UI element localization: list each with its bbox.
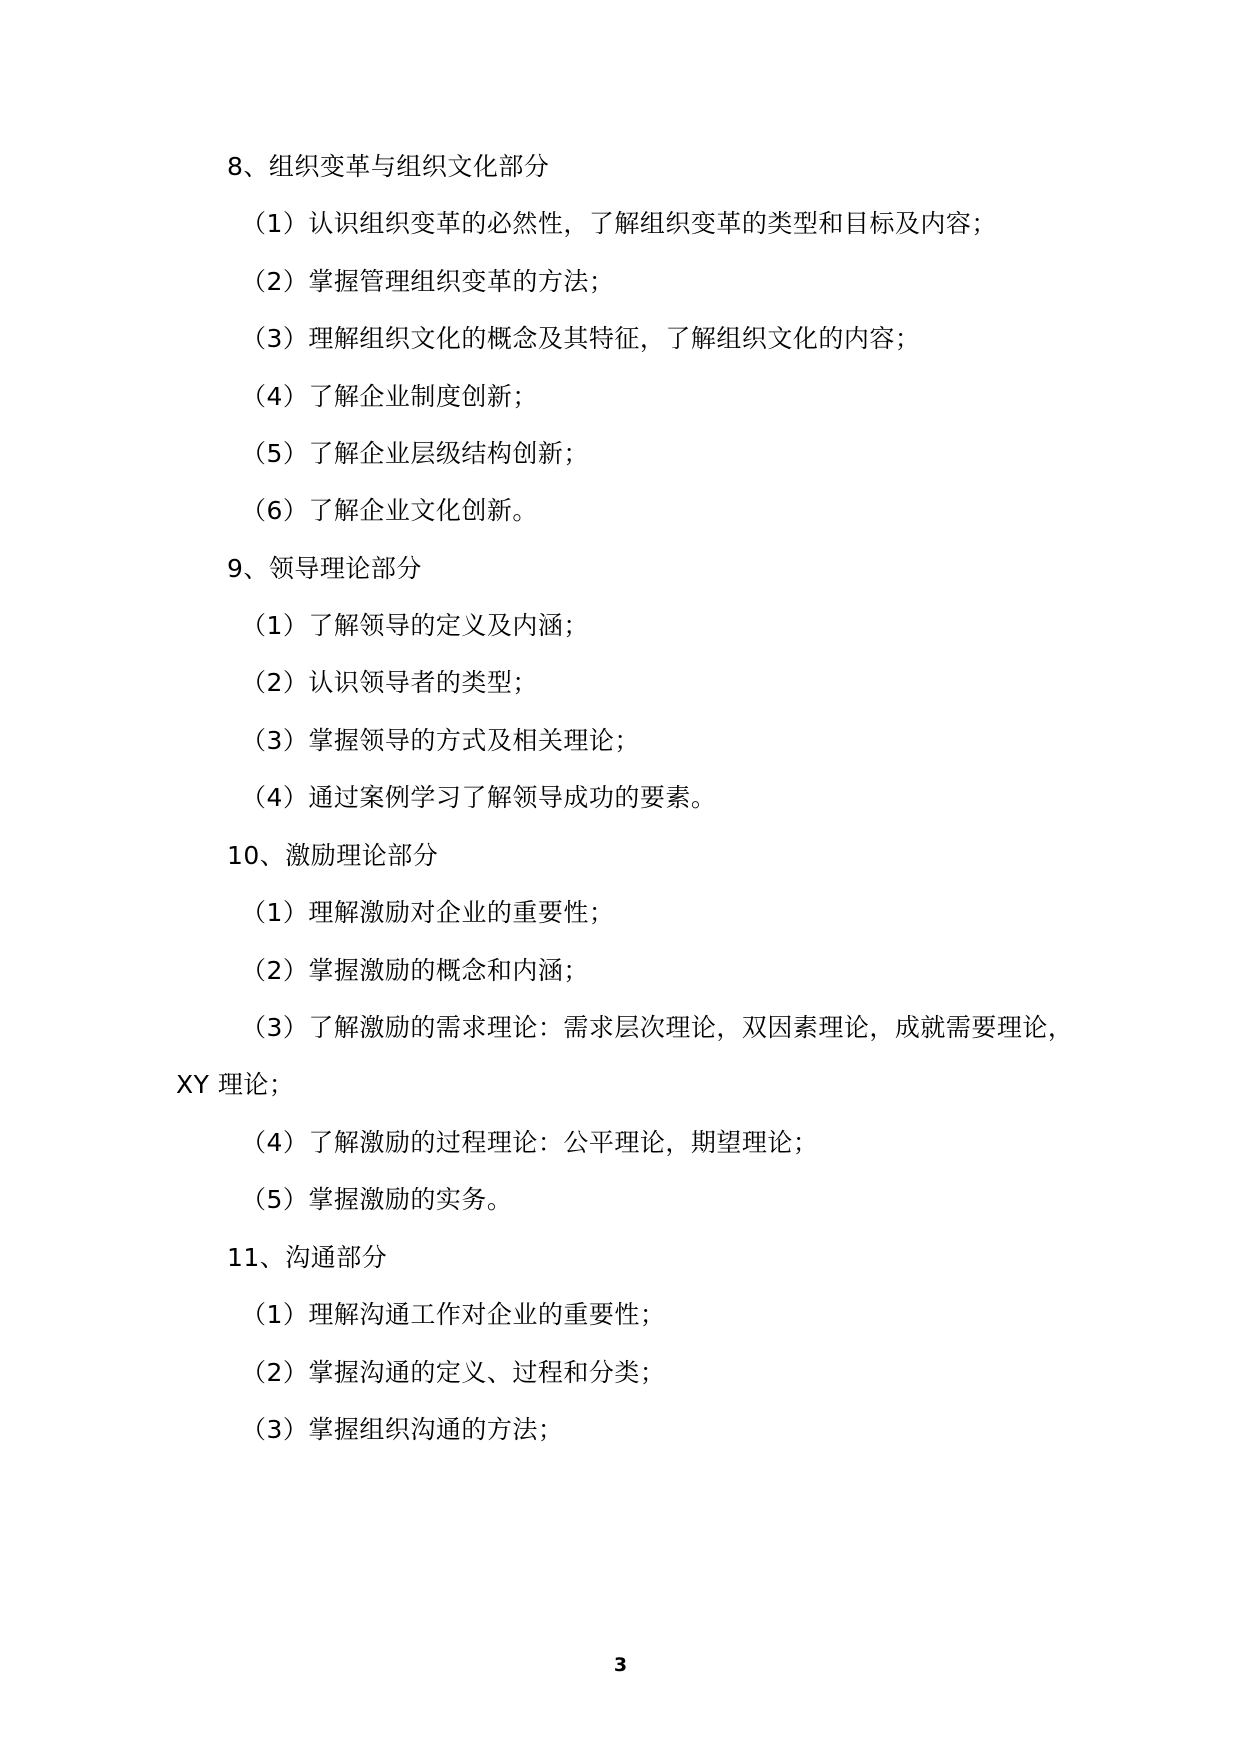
list-item: （2）认识领导者的类型； [241, 668, 538, 697]
list-item: （4）了解企业制度创新； [241, 382, 538, 411]
section-heading-9: 9、领导理论部分 [227, 554, 422, 583]
list-item: （1）了解领导的定义及内涵； [241, 611, 589, 640]
list-item: （2）掌握沟通的定义、过程和分类； [241, 1358, 666, 1387]
list-item: （4）了解激励的过程理论：公平理论，期望理论； [241, 1128, 819, 1157]
list-item: （1）理解激励对企业的重要性； [241, 898, 615, 927]
list-item: （4）通过案例学习了解领导成功的要素。 [241, 783, 717, 812]
list-item: （2）掌握激励的概念和内涵； [241, 956, 589, 985]
list-item: （1）理解沟通工作对企业的重要性； [241, 1300, 666, 1329]
list-item: （2）掌握管理组织变革的方法； [241, 267, 615, 296]
list-item-continuation: XY 理论； [176, 1070, 295, 1099]
section-heading-11: 11、沟通部分 [227, 1243, 388, 1272]
section-heading-10: 10、激励理论部分 [227, 841, 439, 870]
list-item: （3）了解激励的需求理论：需求层次理论，双因素理论，成就需要理论， [241, 1013, 1074, 1042]
list-item: （3）掌握领导的方式及相关理论； [241, 726, 640, 755]
list-item: （6）了解企业文化创新。 [241, 496, 538, 525]
section-heading-8: 8、组织变革与组织文化部分 [227, 152, 550, 181]
list-item: （5）了解企业层级结构创新； [241, 439, 589, 468]
list-item: （5）掌握激励的实务。 [241, 1185, 513, 1214]
list-item: （3）掌握组织沟通的方法； [241, 1415, 564, 1444]
list-item: （3）理解组织文化的概念及其特征，了解组织文化的内容； [241, 324, 921, 353]
list-item: （1）认识组织变革的必然性，了解组织变革的类型和目标及内容； [241, 209, 997, 238]
page-number: 3 [613, 1654, 628, 1676]
